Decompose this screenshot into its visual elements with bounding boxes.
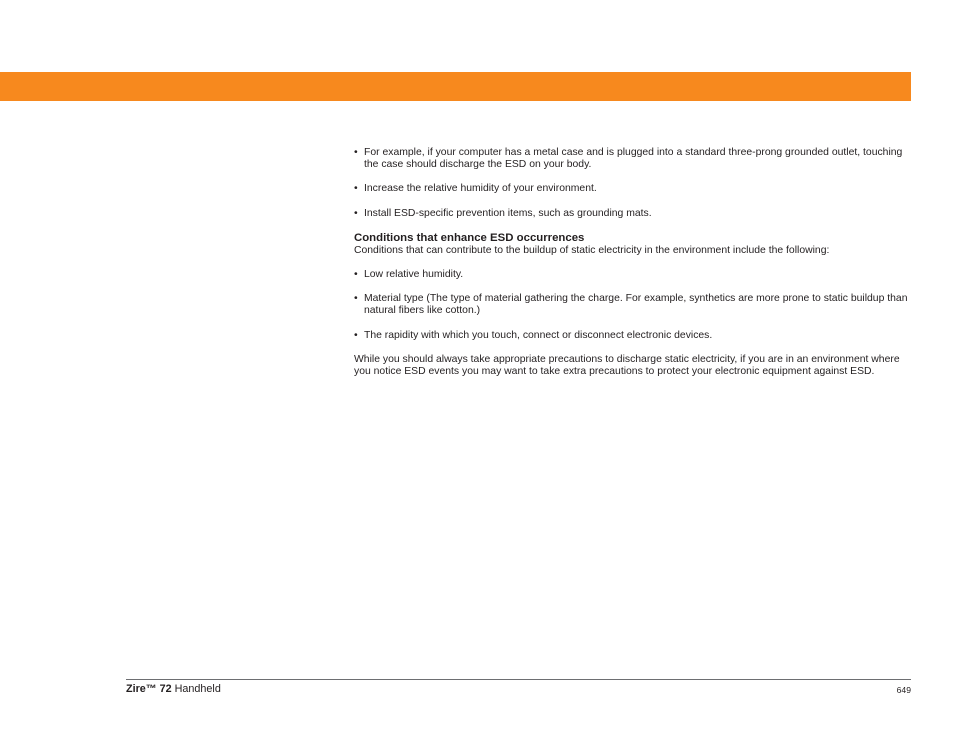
header-color-bar: [0, 72, 911, 101]
bullet-marker: •: [354, 269, 358, 281]
list-item: [354, 147, 914, 171]
bullet-text: The rapidity with which you touch, connect or disconnect electronic devices.: [364, 329, 713, 341]
bullet-marker: •: [354, 183, 358, 195]
bullet-text: Low relative humidity.: [364, 269, 464, 281]
bullet-text: Increase the relative humidity of your environment.: [364, 183, 597, 195]
footer-product-name: [126, 683, 221, 696]
list-item: [354, 269, 914, 281]
section-heading: Conditions that enhance ESD occurrences: [354, 231, 585, 244]
bullet-text: Material type (The type of material gathering the charge. For example, synthetics are more prone to static buildup than natural fibers like cotton.): [364, 293, 908, 317]
bullet-text: For example, if your computer has a metal case and is plugged into a standard three-prong grounded outlet, touching the case should discharge the ESD on your body.: [364, 147, 903, 171]
product-suffix: Handheld: [171, 683, 221, 695]
bullet-marker: •: [354, 147, 358, 158]
footer-divider: [126, 679, 911, 680]
page-content: [354, 147, 914, 390]
list-item: [354, 183, 914, 195]
product-brand: Zire™ 72: [126, 683, 172, 695]
list-item: [354, 330, 914, 342]
list-item: [354, 208, 914, 220]
page-number: 649: [896, 685, 911, 695]
bullet-text: Install ESD-specific prevention items, such as grounding mats.: [364, 207, 652, 219]
bullet-marker: •: [354, 329, 358, 341]
closing-paragraph: While you should always take appropriate precautions to discharge static electricity, if you are in an environment where you notice ESD events you may want to take extra precautions to protect your electronic equipment against ESD.: [354, 353, 900, 378]
bullet-marker: •: [354, 207, 358, 219]
list-item: [354, 293, 914, 317]
bullet-marker: •: [354, 293, 358, 305]
section-intro: Conditions that can contribute to the buildup of static electricity in the environment include the following:: [354, 244, 830, 256]
